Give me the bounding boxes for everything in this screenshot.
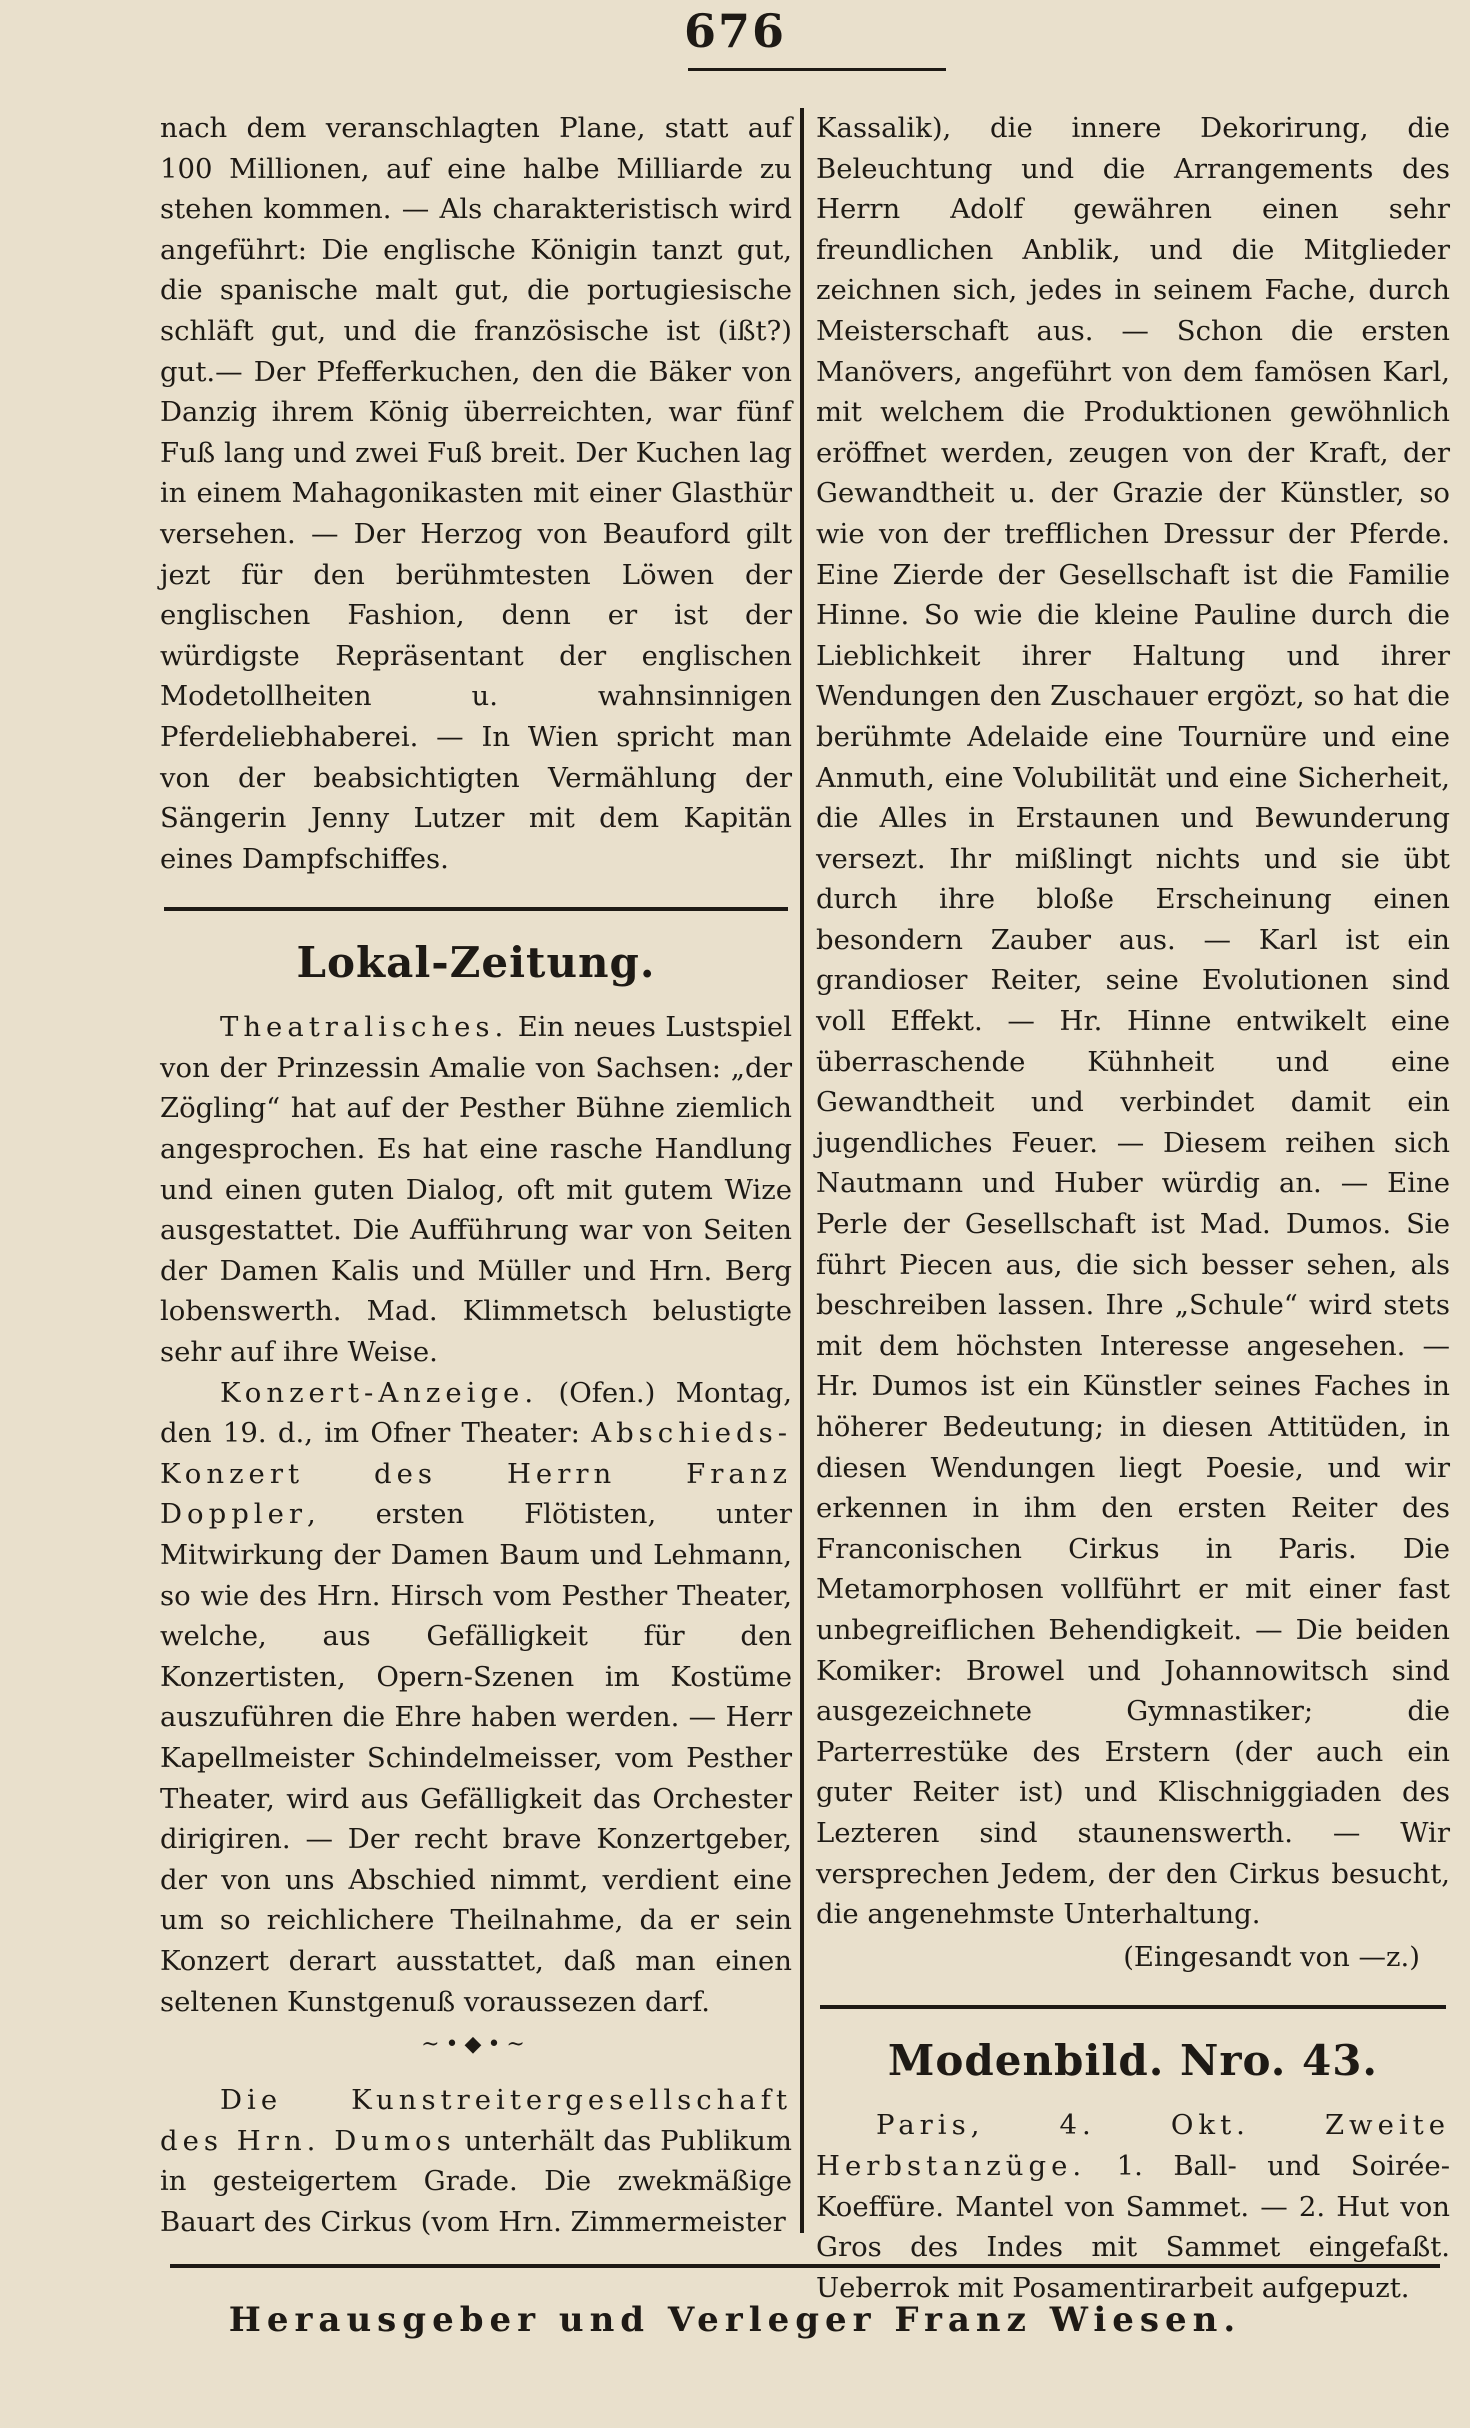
- publisher-imprint: Herausgeber und Verleger Franz Wiesen.: [228, 2300, 1242, 2340]
- column-divider: [800, 108, 804, 2233]
- theater-news: [160, 1007, 792, 1372]
- concert-announcement: [160, 1373, 792, 2023]
- footer-rule: [170, 2264, 1440, 2268]
- section-title-lokal-zeitung: Lokal-Zeitung.: [296, 938, 656, 988]
- ornament-divider: ~•◆•~: [421, 2032, 531, 2058]
- section-title-modenbild: Modenbild. Nro. 43.: [887, 2036, 1379, 2086]
- concert-highlight: Abschieds-Konzert des Herrn Franz Doppler: [160, 1417, 792, 1531]
- signature: (Eingesandt von —z.): [1123, 1940, 1420, 1973]
- concert-lead: Konzert-Anzeige.: [220, 1376, 539, 1409]
- section-divider: [820, 2005, 1446, 2009]
- continued-paragraph: nach dem veranschlagten Plane, statt auf 100 Millionen, auf eine halbe Milliarde zu stehen kommen. — Als charakteristisch wird angeführt: Die englische Königin tanzt gut, die spanische malt gut, die portugiesische schläft gut, und die französische ist (ißt?) gut.— Der Pfefferkuchen, den die Bäker von Danzig ihrem König überreichten, war fünf Fuß lang und zwei Fuß breit. Der Kuchen lag in einem Mahagonikasten mit einer Glasthür versehen. — Der Herzog von Beauford gilt jezt für den berühmtesten Löwen der englischen Fashion, denn er ist der würdigste Repräsentant der englischen Modetollheiten u. wahnsinnigen Pferdeliebhaberei. — In Wien spricht man von der beabsichtigten Vermählung der Sängerin Jenny Lutzer mit dem Kapitän eines Dampfschiffes.: [160, 112, 792, 875]
- fashion-text: 1. Ball- und Soirée-Koeffüre. Mantel von Sammet. — 2. Hut von Gros des Indes mit Sammet eingefaßt. Ueberrok mit Posamentirarbeit aufgepuzt.: [816, 2149, 1450, 2304]
- theater-text: Ein neues Lustspiel von der Prinzessin Amalie von Sachsen: „der Zögling“ hat auf der Pesther Bühne ziemlich angesprochen. Es hat eine rasche Handlung und einen guten Dialog, oft mit gutem Wize ausgestattet. Die Aufführung war von Seiten der Damen Kalis und Müller und Hrn. Berg lobenswerth. Mad. Klimmetsch belustigte sehr auf ihre Weise.: [160, 1011, 792, 1369]
- circus-lead: Die Kunstreitergesellschaft des Hrn. Dumos: [160, 2084, 792, 2157]
- right-column: [816, 108, 1450, 2304]
- circus-text: unterhält das Publikum in gesteigertem Grade. Die zwekmäßige Bauart des Cirkus (vom Hrn. Zimmermeister: [160, 2124, 792, 2238]
- circus-article-start: [160, 2080, 792, 2242]
- fashion-lead: Paris, 4. Okt. Zweite Herbstanzüge.: [816, 2109, 1450, 2182]
- left-column: [160, 108, 792, 2238]
- concert-text-b: , ersten Flötisten, unter Mitwirkung der Damen Baum und Lehmann, so wie des Hrn. Hirsch vom Pesther Theater, welche, aus Gefälligkeit für den Konzertisten, Opern-Szenen im Kostüme auszuführen die Ehre haben werden. — Herr Kapellmeister Schindelmeisser, vom Pesther Theater, wird aus Gefälligkeit das Orchester dirigiren. — Der recht brave Konzertgeber, der von uns Abschied nimmt, verdient eine um so reichlichere Theilnahme, da er sein Konzert derart ausstattet, daß man einen seltenen Kunstgenuß voraussezen darf.: [160, 1498, 792, 2018]
- section-divider: [164, 907, 788, 911]
- circus-article-continued: Kassalik), die innere Dekorirung, die Beleuchtung und die Arrangements des Herrn Adolf gewähren einen sehr freundlichen Anblik, und die Mitglieder zeichnen sich, jedes in seinem Fache, durch Meisterschaft aus. — Schon die ersten Manövers, angeführt von dem famösen Karl, mit welchem die Produktionen gewöhnlich eröffnet werden, zeugen von der Kraft, der Gewandtheit u. der Grazie der Künstler, so wie von der trefflichen Dressur der Pferde. Eine Zierde der Gesellschaft ist die Familie Hinne. So wie die kleine Pauline durch die Lieblichkeit ihrer Haltung und ihrer Wendungen den Zuschauer ergözt, so hat die berühmte Adelaide eine Tournüre und eine Anmuth, eine Volubilität und eine Sicherheit, die Alles in Erstaunen und Bewunderung versezt. Ihr mißlingt nichts und sie übt durch ihre bloße Erscheinung einen besondern Zauber aus. — Karl ist ein grandioser Reiter, seine Evolutionen sind voll Effekt. — Hr. Hinne entwikelt eine überraschende Kühnheit und eine Gewandtheit und verbindet damit ein jugendliches Feuer. — Diesem reihen sich Nautmann und Huber würdig an. — Eine Perle der Gesellschaft ist Mad. Dumos. Sie führt Piecen aus, die sich besser sehen, als beschreiben lassen. Ihre „Schule“ wird stets mit dem höchsten Interesse angesehen. — Hr. Dumos ist ein Künstler seines Faches in höherer Bedeutung; in diesen Attitüden, in diesen Wendungen liegt Poesie, und wir erkennen in ihm den ersten Reiter des Franconischen Cirkus in Paris. Die Metamorphosen vollführt er mit einer fast unbegreiflichen Behendigkeit. — Die beiden Komiker: Browel und Johannowitsch sind ausgezeichnete Gymnastiker; die Parterrestüke des Erstern (der auch ein guter Reiter ist) und Klischniggiaden des Lezteren sind staunenswerth. — Wir versprechen Jedem, der den Cirkus besucht, die angenehmste Unterhaltung.: [816, 112, 1450, 1931]
- theater-lead: Theatralisches.: [220, 1011, 509, 1044]
- header-rule: [688, 68, 946, 71]
- page-number: 676: [683, 4, 787, 58]
- fashion-description: [816, 2105, 1450, 2308]
- concert-text-a: (Ofen.) Montag, den 19. d., im Ofner Theater:: [160, 1376, 792, 1450]
